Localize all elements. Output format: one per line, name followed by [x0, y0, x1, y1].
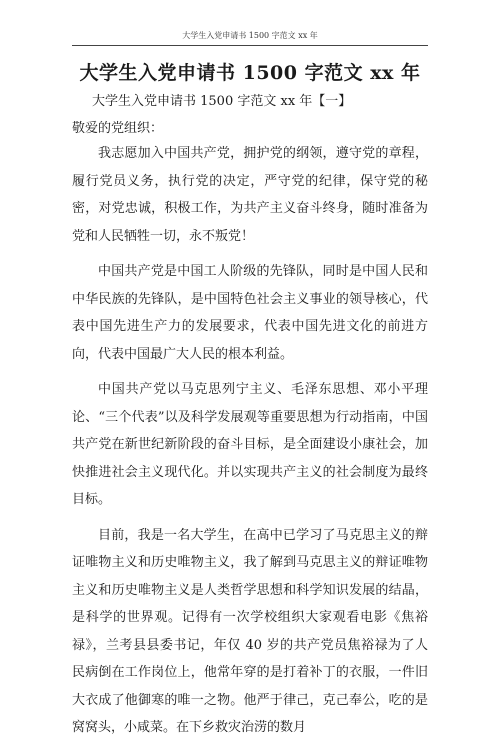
- paragraph: 中国共产党是中国工人阶级的先锋队，同时是中国人民和中华民族的先锋队，是中国特色社会主义事业的领导核心，代表中国先进生产力的发展要求，代表中国先进文化的前进方向，代表中国最广大人民的根本利益。: [72, 264, 428, 362]
- document-title: 大学生入党申请书 1500 字范文 xx 年: [79, 62, 421, 84]
- salutation: 敬爱的党组织：: [72, 121, 164, 136]
- paragraph: 我志愿加入中国共产党，拥护党的纲领，遵守党的章程，履行党员义务，执行党的决定，严守党的纪律，保守党的秘密，对党忠诚，积极工作，为共产主义奋斗终身，随时准备为党和人民牺牲一切，永不叛党！: [72, 146, 428, 244]
- paragraph: 中国共产党以马克思列宁主义、毛泽东思想、邓小平理论、“三个代表”以及科学发展观等重要思想为行动指南，中国共产党在新世纪新阶段的奋斗目标，是全面建设小康社会，加快推进社会主义现代化。并以实现共产主义的社会制度为最终目标。: [72, 382, 428, 507]
- paragraph: 目前，我是一名大学生，在高中已学习了马克思主义的辩证唯物主义和历史唯物主义，我了解到马克思主义的辩证唯物主义和历史唯物主义是人类哲学思想和科学知识发展的结晶，是科学的世界观。记得有一次学校组织大家观看电影《焦裕禄》，兰考县县委书记，年仅 40 岁的共产党员焦裕禄为了人民病倒在工作岗位上，他常年穿的是打着补丁的衣服，一件旧大衣成了他御寒的唯一之物。他严于律己，克己奉公，吃的是窝窝头，小咸菜。在下乡救灾治涝的数月: [72, 527, 428, 735]
- running-header: 大学生入党申请书 1500 字范文 xx 年: [182, 31, 318, 40]
- header-divider: [72, 45, 428, 46]
- document-body: [72, 140, 428, 742]
- document-subtitle: 大学生入党申请书 1500 字范文 xx 年【一】: [92, 94, 352, 109]
